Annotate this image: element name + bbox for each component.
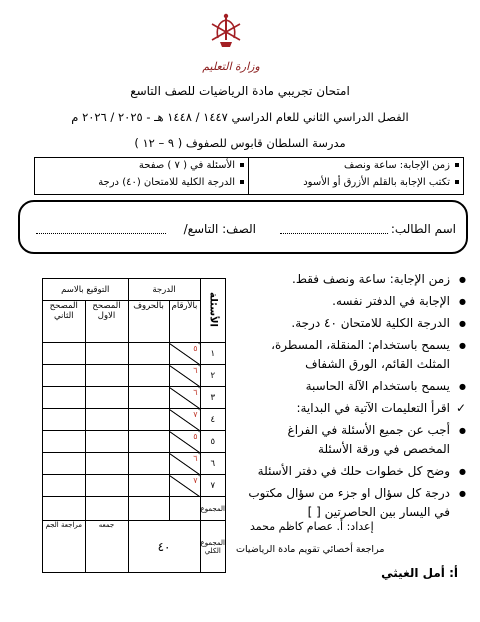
sign1-cell[interactable] [85,409,128,431]
info-right-column [248,158,463,194]
question-number: ٥ [200,431,225,453]
grade-header: الدرجة [128,279,200,301]
question-number: ٣ [200,387,225,409]
instruction-item: ● الإجابة في الدفتر نفسه. [240,292,466,311]
sign2-cell[interactable] [43,387,86,409]
total-row [43,521,226,573]
class-field[interactable] [36,233,166,234]
letters-cell[interactable] [128,431,169,453]
instruction-item: ● يسمح باستخدام: المنقلة، المسطرة، المثلث القائم، الورق الشفاف [240,336,466,374]
letters-cell[interactable] [128,475,169,497]
ministry-logo-text: وزارة التعليم [202,60,260,73]
score-cell[interactable]: ٦ [169,387,200,409]
oman-emblem-icon [206,10,246,50]
question-number: ٢ [200,365,225,387]
table-row [43,475,226,497]
letters-cell[interactable] [128,387,169,409]
bullet-icon [455,163,459,167]
teacher-name: أ: أمل الغيثي [381,566,458,580]
sum-digits-cell[interactable] [169,497,200,521]
sign2-cell[interactable] [43,409,86,431]
sum-letters-cell[interactable] [128,497,169,521]
table-row [43,409,226,431]
review-label: مراجعة الجم [43,521,86,573]
sign2-cell[interactable] [43,475,86,497]
digits-header: بالأرقام [169,301,200,343]
letters-cell[interactable] [128,453,169,475]
question-number: ٦ [200,453,225,475]
info-left-column [35,158,248,194]
info-total: الدرجة الكلية للامتحان (٤٠) درجة [98,177,235,188]
question-number: ١ [200,343,225,365]
student-name-label: اسم الطالب: [390,222,456,236]
bullet-icon [240,180,244,184]
school-name: مدرسة السلطان قابوس للصفوف ( ٩ – ١٢ ) [134,136,346,150]
sum-row [43,497,226,521]
sign1-cell[interactable] [85,365,128,387]
score-cell[interactable]: ٦ [169,453,200,475]
student-name-field[interactable] [280,233,388,234]
instruction-item: ● زمن الإجابة: ساعة ونصف فقط. [240,270,466,289]
table-row [43,453,226,475]
bullet-icon [455,180,459,184]
prepared-by: إعداد: أ. عصام كاظم محمد [250,520,374,533]
score-cell[interactable]: ٧ [169,475,200,497]
signature-header: التوقيع بالاسم [43,279,129,301]
grades-table [42,278,226,573]
sum-sign2-cell[interactable] [43,497,86,521]
instructions-list [240,270,466,525]
score-cell[interactable]: ٥ [169,343,200,365]
info-time: زمن الإجابة: ساعة ونصف [344,160,450,171]
info-pen: تكتب الإجابة بالقلم الأزرق أو الأسود [303,177,450,188]
sign2-cell[interactable] [43,365,86,387]
sign2-cell[interactable] [43,343,86,365]
semester-line: الفصل الدراسي الثاني للعام الدراسي ١٤٤٧ / ١٤٤٨ هـ - ٢٠٢٥ / ٢٠٢٦ م [71,110,409,124]
sum-sign1-cell[interactable] [85,497,128,521]
class-label: الصف: التاسع/ [183,222,256,236]
sign2-cell[interactable] [43,453,86,475]
exam-title: امتحان تجريبي مادة الرياضيات للصف التاسع [130,84,350,98]
total-label: المجموع الكلي [200,521,225,573]
instruction-item: ● درجة كل سؤال او جزء من سؤال مكتوب في اليسار بين الحاصرتين [ ] [240,484,466,522]
table-row [43,431,226,453]
student-info-box [18,200,468,254]
reviewed-by: مراجعة أخصائي تقويم مادة الرياضيات [236,544,385,555]
letters-cell[interactable] [128,343,169,365]
total-value: ٤٠ [128,521,200,573]
instruction-item: ● وضح كل خطوات حلك في دفتر الأسئلة [240,462,466,481]
corrector2-header: المصحح الثاني [43,301,86,343]
letters-header: بالحروف [128,301,169,343]
sign1-cell[interactable] [85,453,128,475]
letters-cell[interactable] [128,365,169,387]
instruction-item: ● الدرجة الكلية للامتحان ٤٠ درجة. [240,314,466,333]
sum-label: المجموع [200,497,225,521]
score-cell[interactable]: ٧ [169,409,200,431]
sign2-cell[interactable] [43,431,86,453]
score-cell[interactable]: ٥ [169,431,200,453]
sign1-cell[interactable] [85,475,128,497]
info-pages: الأسئلة في ( ٧ ) صفحة [138,160,235,171]
sign1-cell[interactable] [85,387,128,409]
exam-info-box [34,157,464,195]
corrector1-header: المصحح الاول [85,301,128,343]
question-number: ٤ [200,409,225,431]
instruction-item: ● أجب عن جميع الأسئلة في الفراغ المخصص في ورقة الأسئلة [240,421,466,459]
table-row [43,387,226,409]
table-row [43,343,226,365]
bullet-icon [240,163,244,167]
score-cell[interactable]: ٦ [169,365,200,387]
question-number: ٧ [200,475,225,497]
collect-label: جمعه [85,521,128,573]
letters-cell[interactable] [128,409,169,431]
sign1-cell[interactable] [85,431,128,453]
question-header: الأسئلة [200,279,225,343]
sign1-cell[interactable] [85,343,128,365]
instruction-item: ● يسمح باستخدام الآلة الحاسبة [240,377,466,396]
table-row [43,365,226,387]
instruction-check-item: ✓ اقرأ التعليمات الآتية في البداية: [240,399,466,418]
